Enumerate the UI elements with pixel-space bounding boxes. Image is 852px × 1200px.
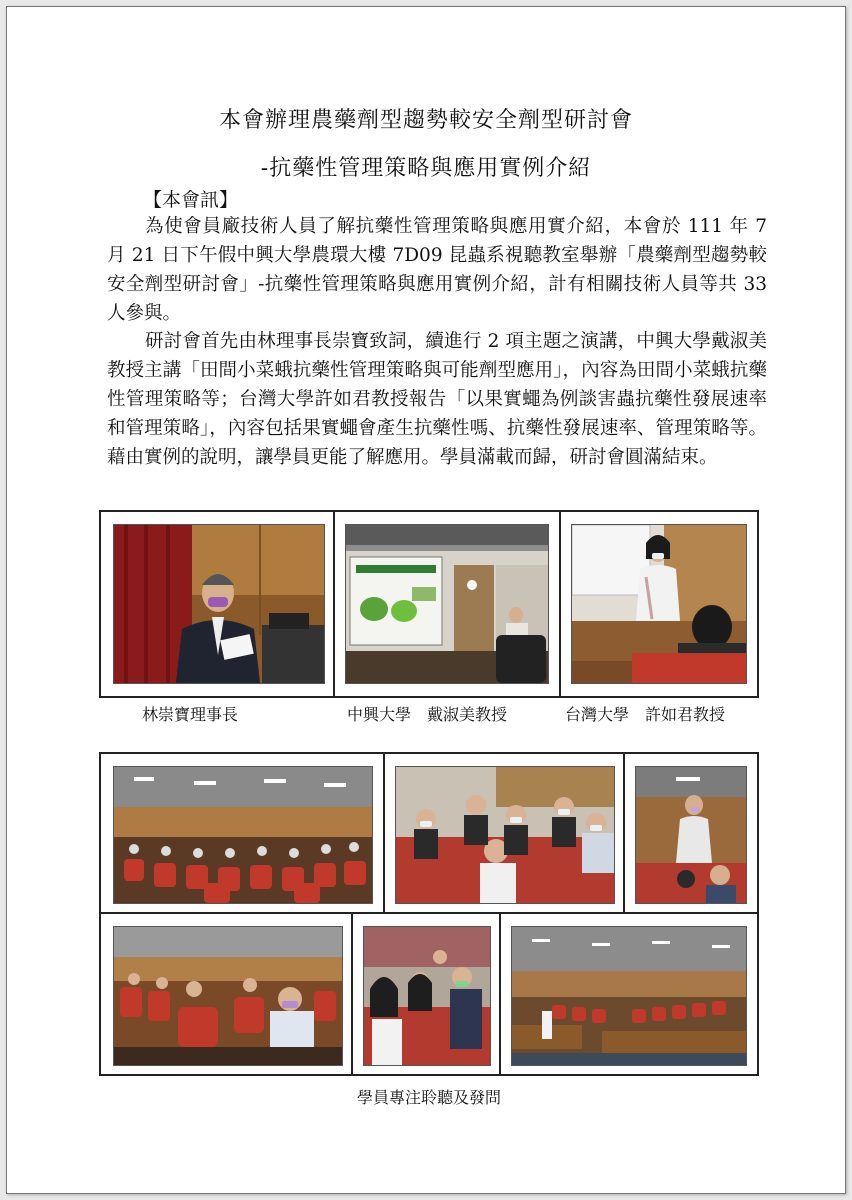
photo-audience-students	[363, 926, 491, 1066]
audience-photo-frame	[99, 752, 759, 1076]
photo-lecture-dai	[345, 524, 549, 684]
photo-audience-hall-wide	[113, 766, 373, 904]
paragraph-intro: 為使會員廠技術人員了解抗藥性管理策略與應用實介紹，本會於 111 年 7 月 21 日下午假中興大學農環大樓 7D09 昆蟲系視聽教室舉辦「農藥劑型趨勢較安全劑型研討會」-抗藥性管理策略與應用實例介紹，計有相關技術人員等共 33 人參與。	[107, 216, 767, 324]
speaker-photo-frame	[99, 510, 759, 698]
photo-audience-front-row	[113, 926, 343, 1066]
caption-dai: 中興大學 戴淑美教授	[347, 705, 508, 724]
photo-audience-hall-rear	[511, 926, 747, 1066]
document-page	[6, 6, 846, 1194]
photo-chairman-speech	[113, 524, 325, 684]
section-label: 【本會訊】	[143, 189, 239, 211]
document-title: 本會辦理農藥劑型趨勢較安全劑型研討會	[218, 108, 633, 133]
caption-chairman: 林崇寶理事長	[142, 705, 239, 724]
caption-hsu: 台灣大學 許如君教授	[565, 705, 726, 724]
photo-lecture-hsu	[571, 524, 747, 684]
photo-audience-standing	[635, 766, 747, 904]
photo-audience-masks	[395, 766, 615, 904]
caption-audience: 學員專注聆聽及發問	[357, 1088, 502, 1107]
paragraph-program: 研討會首先由林理事長崇寶致詞，續進行 2 項主題之演講，中興大學戴淑美教授主講「田間小菜蛾抗藥性管理策略與可能劑型應用」，內容為田間小菜蛾抗藥性管理策略等；台灣大學許如君教授報告「以果實蠅為例談害蟲抗藥性發展速率和管理策略」，內容包括果實蠅會產生抗藥性嗎、抗藥性發展速率、管理策略等。藉由實例的說明，讓學員更能了解應用。學員滿載而歸，研討會圓滿結束。	[107, 331, 767, 468]
document-subtitle: -抗藥性管理策略與應用實例介紹	[260, 156, 592, 181]
